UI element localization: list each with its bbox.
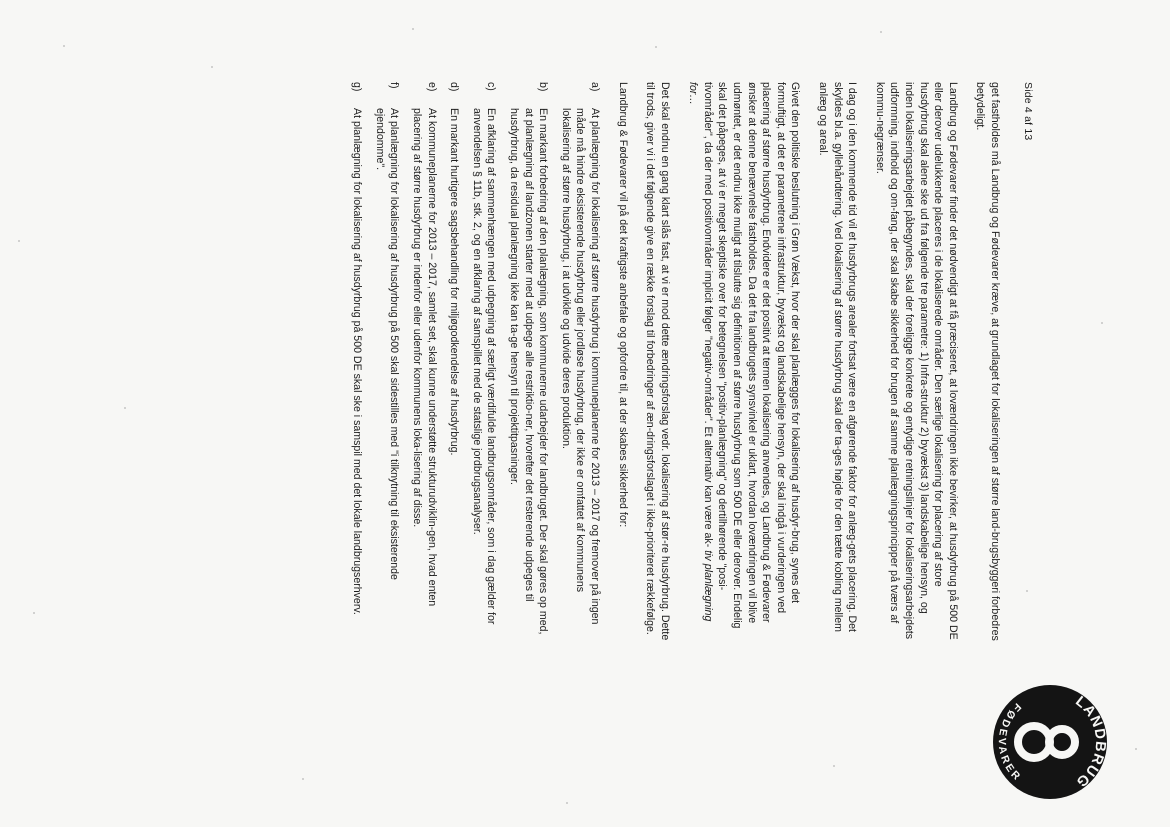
list-item-text: En markant hurtigere sagsbehandling for miljøgodkendelse af husdyrbrug. [448, 108, 461, 456]
list-item-label: c) [485, 82, 498, 91]
list-item-label: b) [537, 82, 550, 92]
document-body [342, 82, 1002, 642]
list-item-text: At planlægning for lokalisering af større husdyrbrug i kommuneplanerne for 2013 – 2017 og fremover på ingen måde må hindre eksisterende husdyrbrug eller jordløse husdyrbrug, der ikke er omfattet af kommunens lokalisering af større husdyrbrug, i at udvikle og udvide deres produktion. [559, 108, 601, 625]
paragraph-anbefaling-intro: Landbrug & Fødevarer vil på det kraftigste anbefale og opfordre til, at der skabes sikkerhed for: [616, 82, 629, 528]
list-item [506, 82, 550, 642]
paragraph-continuation: get fastholdes må Landbrug og Fødevarer kræve, at grundlaget for lokaliseringen af større land-brugsbyggeri forbedres betydeligt. [974, 82, 1001, 641]
list-item [409, 82, 438, 642]
list-item-label: d) [448, 82, 461, 92]
list-item [372, 82, 401, 642]
list-item-text: At planlægning for lokalisering af husdyrbrug på 500 skal sidestilles med "i tilknytning til eksisterende ejendomme". [373, 108, 401, 580]
list-item-text: En afklaring af sammenhængen med udpegning af særligt værdifulde landbrugsområder, som i dag gælder for anvendelsen § 11b, stk. 2, og en afklaring af samspillet med de statslige jordbrugsanalyser. [470, 108, 498, 625]
logo-top-text: LANDBRUG [1072, 693, 1109, 791]
list-item [447, 82, 462, 642]
list-item-label: a) [588, 82, 601, 92]
landbrug-foedevarer-logo [990, 682, 1110, 802]
list-item-label: g) [351, 82, 364, 92]
paragraph-lokalisering: Landbrug og Fødevarer finder det nødvendigt at få præciseret, at lovændringen ikke bevirker, at husdyrbrug på 500 DE eller derover udelukkende placeres i de lokaliserede områder. Den særlige lokalisering for placering af store husdyrbrug skal alene ske ud fra følgende tre parametre: 1) Infra-struktur 2) byvækst 3) landskabelige hensyn, og inden lokaliseringsarbejdet påbegyndes, skal der foreligge konkrete og entydige retningslinjer for lokaliseringsarbejdets udformning, indhold og om-fang, der skal skabe sikkerhed for brugen af samme planlægningsprincipper på tværs af kommu-negrænser. [873, 82, 959, 640]
list-item-text: En markant forbedring af den planlægning, som kommunerne udarbejder for landbruget. Der skal gøres op med, at planlægning af landzonen starter med at udpege alle restriktio-ner, hvorefter det resterende udpeges til husdyrbrug, da residual planlægning ikke kan ta-ge hensyn til projektitpasninger. [507, 108, 550, 635]
list-item-label: e) [425, 82, 438, 92]
paragraph-groen-vaekst [686, 82, 803, 642]
list-item-text: At planlægning for lokalisering af husdyrbrug på 500 DE skal ske i samspil med det lokale landbrugserhverv. [351, 108, 364, 615]
recommendation-list [350, 82, 602, 642]
paragraph-aendringsforslag: Det skal endnu en gang klart slås fast, at vi er mod dette ændringsforslag vedr. lokalisering af stør-re husdyrbrug. Dette til trods, giver vi i det følgende give en række forslag til forbedringer af æn-dringsforslaget i ikke-prioriteret rækkefølge. [644, 82, 671, 641]
aktiv-planlaegning-text: tiv planlægning for… [687, 82, 714, 622]
groen-vaekst-text: Givet den politiske beslutning i Grøn Vækst, hvor der skal planlægges for lokalisering af husdyr-brug, synes det formuftigt, at det er parametrene infrastruktur, byvækst og landskabelige hensyn, der skal indgå i vurderingen ved placering af større husdyrbrug. Endvidere er det positivt at termen lokalisering anvendes, og Landbrug & Fødevarer ønsker at denne benævnelse fastholdes. Da det fra landbrugets synsvinkel er uklart, hvordan lovændringen vil blive udmøntet, er det endnu ikke muligt at tilslutte sig definitionen af større husdyrbrug som 500 DE eller derover. Endelig skal det påpeges, at vi er meget skeptiske over for betegnelsen "positiv-planlægning" og dertilhørende "posi-tivområder", da der med positivområder implicit følger "negativ-områder". Et alternativ kan være ak- [701, 82, 802, 629]
list-item [469, 82, 498, 642]
list-item-text: At kommuneplanerne for 2013 – 2017, samlet set, skal kunne understøtte strukturudviklin-gen, hvad enten placering af større husdyrbrug er indenfor eller udenfor kommunens loka-lisering af disse. [411, 108, 438, 607]
list-item [350, 82, 365, 642]
paragraph-arealer: I dag og i den kommende tid vil et husdyrbrugs arealer fortsat være en afgørende faktor for anlæg-gets placering. Det skyldes bl.a. gyllehåndtering. Ved lokalisering af større husdyrbrug skal der ta-ges højde for den tætte kobling mellem anlæg og areal. [817, 82, 859, 632]
list-item [558, 82, 602, 642]
logo-bottom-text: FØDEVARER [995, 700, 1024, 784]
list-item-label: f) [388, 82, 401, 89]
page-number: Side 4 af 13 [1022, 82, 1034, 141]
